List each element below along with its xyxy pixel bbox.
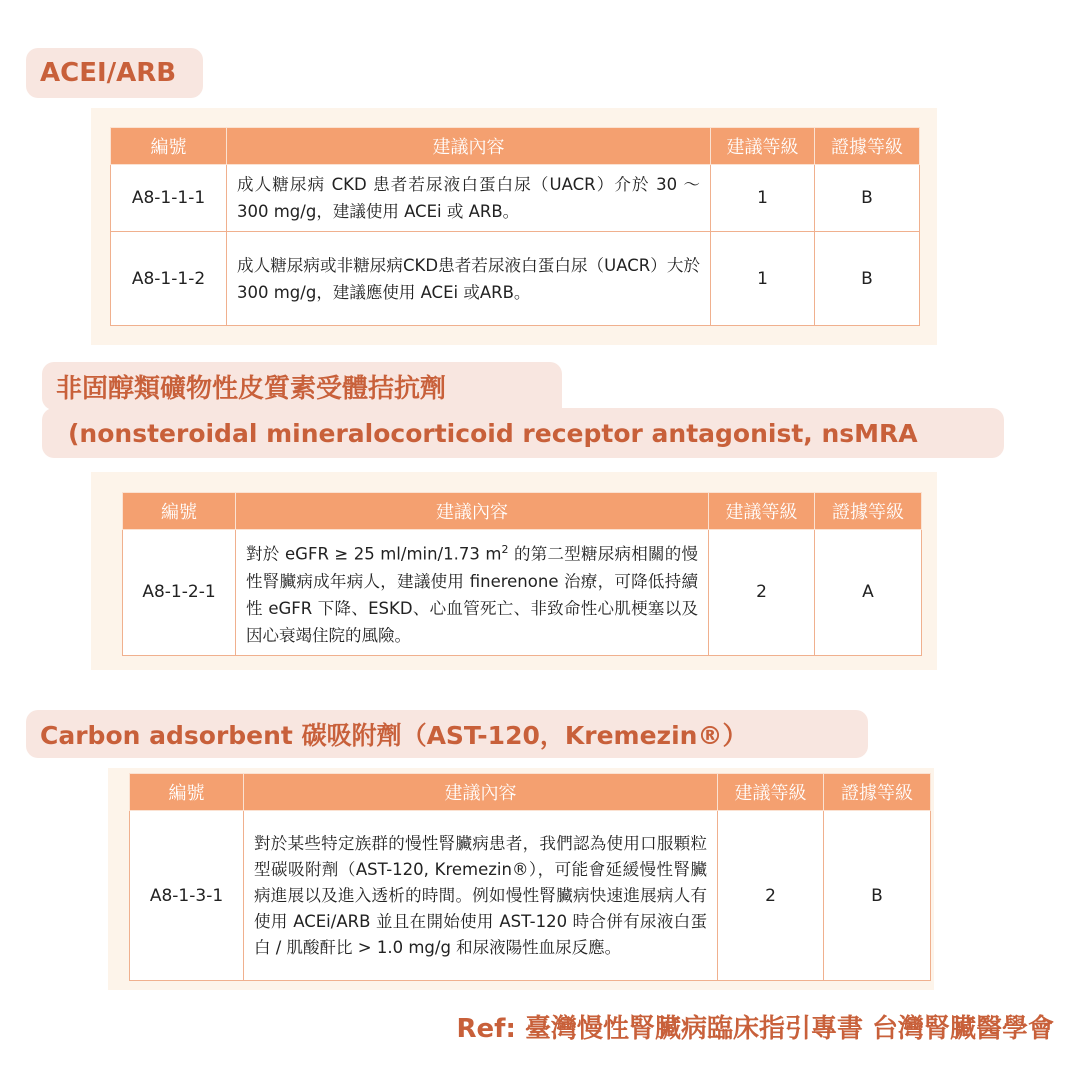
cell-evidence: A — [815, 530, 922, 656]
recommendation-table-acei-arb — [110, 127, 920, 326]
section-heading-nsmra-line2 — [42, 408, 1004, 458]
column-header-evidence: 證據等級 — [824, 774, 931, 811]
section-heading-acei-arb — [26, 48, 203, 98]
recommendation-table-nsmra — [122, 492, 922, 656]
cell-grade: 1 — [711, 165, 815, 232]
table-row — [123, 530, 922, 656]
cell-content: 成人糖尿病 CKD 患者若尿液白蛋白尿（UACR）介於 30 ～ 300 mg/g，建議使用 ACEi 或 ARB。 — [227, 165, 711, 232]
cell-content: 成人糖尿病或非糖尿病CKD患者若尿液白蛋白尿（UACR）大於300 mg/g，建議應使用 ACEi 或ARB。 — [227, 232, 711, 326]
cell-evidence: B — [815, 232, 920, 326]
column-header-id: 編號 — [130, 774, 244, 811]
section-heading-carbon-adsorbent — [26, 710, 868, 758]
table-header-row — [130, 774, 931, 811]
section-heading-text: (nonsteroidal mineralocorticoid receptor antagonist, nsMRA — [68, 418, 918, 448]
column-header-content: 建議內容 — [227, 128, 711, 165]
cell-id: A8-1-3-1 — [130, 811, 244, 981]
table-header-row — [111, 128, 920, 165]
table-header-row — [123, 493, 922, 530]
content-part: 對於 eGFR ≥ 25 ml/min/1.73 m — [246, 544, 502, 564]
column-header-grade: 建議等級 — [718, 774, 824, 811]
column-header-evidence: 證據等級 — [815, 128, 920, 165]
column-header-id: 編號 — [123, 493, 236, 530]
section-heading-text: 非固醇類礦物性皮質素受體拮抗劑 — [56, 373, 447, 404]
section-heading-text: ACEI/ARB — [40, 58, 177, 88]
column-header-evidence: 證據等級 — [815, 493, 922, 530]
cell-evidence: B — [824, 811, 931, 981]
recommendation-table-carbon-adsorbent — [129, 773, 931, 981]
cell-content — [236, 530, 709, 656]
cell-id: A8-1-1-1 — [111, 165, 227, 232]
cell-id: A8-1-2-1 — [123, 530, 236, 656]
table-row — [111, 232, 920, 326]
table-row — [130, 811, 931, 981]
column-header-grade: 建議等級 — [711, 128, 815, 165]
superscript: 2 — [501, 543, 509, 556]
cell-evidence: B — [815, 165, 920, 232]
reference-citation: Ref: 臺灣慢性腎臟病臨床指引專書 台灣腎臟醫學會 — [456, 1014, 1054, 1044]
cell-id: A8-1-1-2 — [111, 232, 227, 326]
section-heading-text: Carbon adsorbent 碳吸附劑（AST-120，Kremezin®） — [40, 721, 748, 750]
column-header-content: 建議內容 — [236, 493, 709, 530]
column-header-grade: 建議等級 — [709, 493, 815, 530]
table-row — [111, 165, 920, 232]
content-part: 的第二型糖尿病相關的慢性腎臟病成年病人，建議使用 finerenone 治療，可降低持續性 eGFR 下降、ESKD、心血管死亡、非致命性心肌梗塞以及因心衰竭住院的風險。 — [246, 544, 698, 645]
cell-grade: 1 — [711, 232, 815, 326]
cell-grade: 2 — [718, 811, 824, 981]
column-header-id: 編號 — [111, 128, 227, 165]
section-heading-nsmra-line1 — [42, 362, 562, 410]
cell-content: 對於某些特定族群的慢性腎臟病患者，我們認為使用口服顆粒型碳吸附劑（AST-120, Kremezin®），可能會延緩慢性腎臟病進展以及進入透析的時間。例如慢性腎臟病快速進展病人有使用 ACEi/ARB 並且在開始使用 AST-120 時合併有尿液白蛋白 / 肌酸酐比 > 1.0 mg/g 和尿液陽性血尿反應。 — [244, 811, 718, 981]
column-header-content: 建議內容 — [244, 774, 718, 811]
cell-grade: 2 — [709, 530, 815, 656]
